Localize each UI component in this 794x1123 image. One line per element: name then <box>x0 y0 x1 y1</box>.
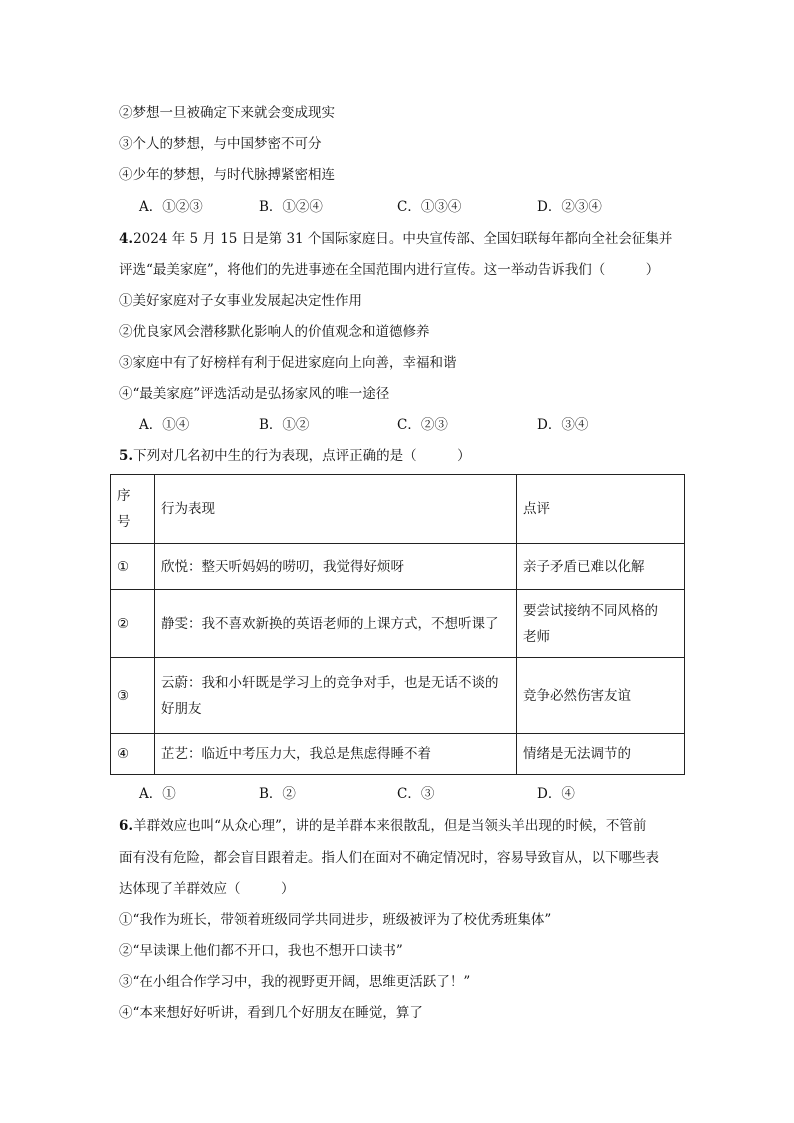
table-row <box>111 734 685 775</box>
q3-option-d: D．②③④ <box>537 199 602 215</box>
q6-stem-line-2: 面有没有危险，都会盲目跟着走。指人们在面对不确定情况时，容易导致盲从，以下哪些表 <box>119 850 659 866</box>
q6-stem-line-3: 达体现了羊群效应（ ） <box>119 881 295 897</box>
q4-stem-line-2: 评选“最美家庭”，将他们的先进事迹在全国范围内进行宣传。这一举动告诉我们（ ） <box>119 262 660 278</box>
q4-number: 4. <box>119 231 134 247</box>
table-row <box>111 544 685 590</box>
row-comment: 竞争必然伤害友谊 <box>517 658 685 734</box>
q4-stem-line-1 <box>119 229 672 249</box>
row-comment-line-2: 老师 <box>523 628 550 645</box>
row-comment <box>517 590 685 658</box>
row-serial: ④ <box>111 734 155 775</box>
q5-option-a: A．① <box>139 786 176 802</box>
q4-stem-text-1: 2024 年 5 月 15 日是第 31 个国际家庭日。中央宣传部、全国妇联每年都向全社会征集并 <box>133 231 673 247</box>
q3-option-b: B．①②④ <box>259 199 323 215</box>
q4-statement-4: ④“最美家庭”评选活动是弘扬家风的唯一途径 <box>119 386 390 402</box>
row-behavior: 静雯：我不喜欢新换的英语老师的上课方式，不想听课了 <box>155 590 517 658</box>
q6-stem-text-1: 羊群效应也叫“从众心理”，讲的是羊群本来很散乱，但是当领头羊出现的时候，不管前 <box>133 818 647 834</box>
row-behavior: 欣悦：整天听妈妈的唠叨，我觉得好烦呀 <box>155 544 517 590</box>
header-comment-cell: 点评 <box>517 475 685 544</box>
header-serial-line-1: 序 <box>117 488 131 504</box>
row-comment: 亲子矛盾已难以化解 <box>517 544 685 590</box>
table-row <box>111 658 685 734</box>
q5-stem-text: 下列对几名初中生的行为表现，点评正确的是（ ） <box>133 448 471 464</box>
header-behavior-cell: 行为表现 <box>155 475 517 544</box>
row-behavior <box>155 658 517 734</box>
q4-options <box>139 415 659 435</box>
table-row <box>111 590 685 658</box>
table-header-row <box>111 475 685 544</box>
q4-statement-1: ①美好家庭对子女事业发展起决定性作用 <box>119 293 362 309</box>
header-serial-cell <box>111 475 155 544</box>
q6-statement-3: ③“在小组合作学习中，我的视野更开阔，思维更活跃了！” <box>119 974 471 990</box>
q4-option-d: D．③④ <box>537 417 589 433</box>
q6-statement-2: ②“早读课上他们都不开口，我也不想开口读书” <box>119 943 403 959</box>
q4-option-a: A．①④ <box>139 417 190 433</box>
q5-options <box>139 784 659 804</box>
q6-statement-4: ④“本来想好好听讲，看到几个好朋友在睡觉，算了 <box>119 1005 423 1021</box>
row-comment: 情绪是无法调节的 <box>517 734 685 775</box>
q5-number: 5. <box>119 448 134 464</box>
q3-statement-2: ②梦想一旦被确定下来就会变成现实 <box>119 105 335 121</box>
q4-statement-3: ③家庭中有了好榜样有利于促进家庭向上向善，幸福和谐 <box>119 355 457 371</box>
q6-number: 6. <box>119 818 134 834</box>
q4-statement-2: ②优良家风会潜移默化影响人的价值观念和道德修养 <box>119 324 430 340</box>
q5-table <box>110 474 685 775</box>
q3-statement-4: ④少年的梦想，与时代脉搏紧密相连 <box>119 167 335 183</box>
q6-statement-1: ①“我作为班长，带领着班级同学共同进步，班级被评为了校优秀班集体” <box>119 912 552 928</box>
q6-stem-line-1 <box>119 816 646 836</box>
q5-stem <box>119 446 471 466</box>
q5-option-c: C．③ <box>397 786 435 802</box>
row-behavior-line-2: 好朋友 <box>161 700 202 717</box>
row-serial: ② <box>111 590 155 658</box>
q3-options <box>139 197 659 217</box>
q4-option-b: B．①② <box>259 417 310 433</box>
row-serial: ① <box>111 544 155 590</box>
header-serial-line-2: 号 <box>117 514 131 530</box>
q5-option-d: D．④ <box>537 786 575 802</box>
row-behavior: 芷艺：临近中考压力大，我总是焦虑得睡不着 <box>155 734 517 775</box>
row-behavior-line-1: 云蔚：我和小轩既是学习上的竞争对手，也是无话不谈的 <box>161 674 499 691</box>
q3-statement-3: ③个人的梦想，与中国梦密不可分 <box>119 136 322 152</box>
row-comment-line-1: 要尝试接纳不同风格的 <box>523 602 658 619</box>
q3-option-a: A．①②③ <box>139 199 203 215</box>
row-serial: ③ <box>111 658 155 734</box>
q5-option-b: B．② <box>259 786 296 802</box>
q4-option-c: C．②③ <box>397 417 448 433</box>
q3-option-c: C．①③④ <box>397 199 462 215</box>
